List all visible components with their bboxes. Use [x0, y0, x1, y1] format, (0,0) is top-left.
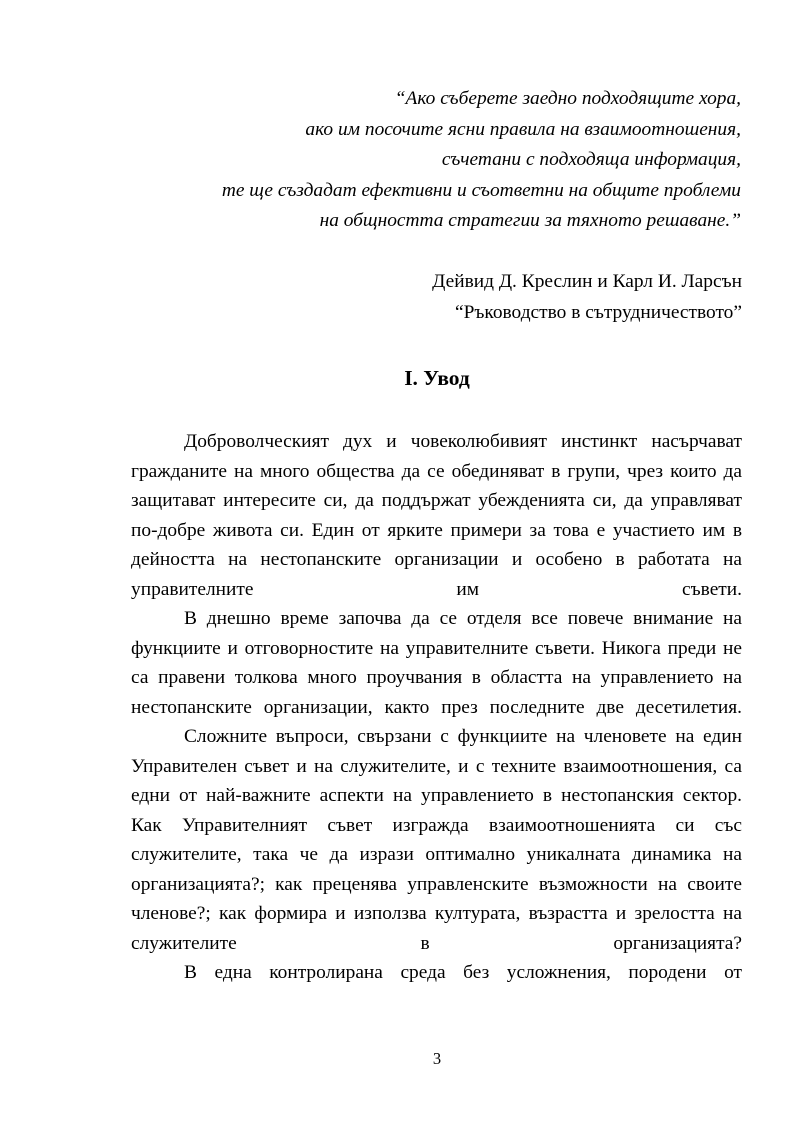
epigraph-line: те ще създадат ефективни и съответни на общите проблеми: [221, 179, 741, 201]
body-text: [131, 427, 742, 988]
epigraph-attribution: [120, 267, 742, 328]
paragraph: Доброволческият дух и човеколюбивият инстинкт насърчават гражданите на много общества да се обединяват в групи, чрез които да защитават интересите си, да поддържат убежденията си, да управляват по-добре живота си. Един от ярките примери за това е участието им в дейността на нестопанските организации и особено в работата на управителните им съвети.: [131, 431, 742, 600]
paragraph: В една контролирана среда без усложнения, породени от: [184, 962, 742, 983]
epigraph-quote: [120, 84, 741, 237]
page-number: 3: [432, 1049, 442, 1068]
attribution-work-title: “Ръководство в сътрудничеството”: [454, 301, 742, 323]
epigraph-line: “Ако съберете заедно подходящите хора,: [394, 88, 741, 109]
paragraph: В днешно време започва да се отделя все повече внимание на функциите и отговорностите на управителните съвети. Никога преди не са правени толкова много проучвания в областта на управлението на нестопанските организации, както през последните две десетилетия.: [131, 608, 742, 718]
attribution-authors: Дейвид Д. Креслин и Карл И. Ларсън: [432, 271, 742, 292]
epigraph-line: на общността стратегии за тяхното решаване.”: [319, 210, 741, 231]
paragraph: Сложните въпроси, свързани с функциите на членовете на един Управителен съвет и на служителите, и с техните взаимоотношения, са едни от най-важните аспекти на управлението в нестопанския сектор. Как Управителният съвет изгражда взаимоотношенията си със служителите, така че да изрази оптимално уникалната динамика на организацията?; как преценява управленските възможности на своите членове?; как формира и използва културата, възрастта и зрелостта на служителите в организацията?: [131, 726, 742, 954]
section-heading: I. Увод: [404, 366, 470, 390]
epigraph-line: съчетани с подходяща информация,: [441, 149, 741, 170]
epigraph-line: ако им посочите ясни правила на взаимоотношения,: [305, 118, 741, 140]
